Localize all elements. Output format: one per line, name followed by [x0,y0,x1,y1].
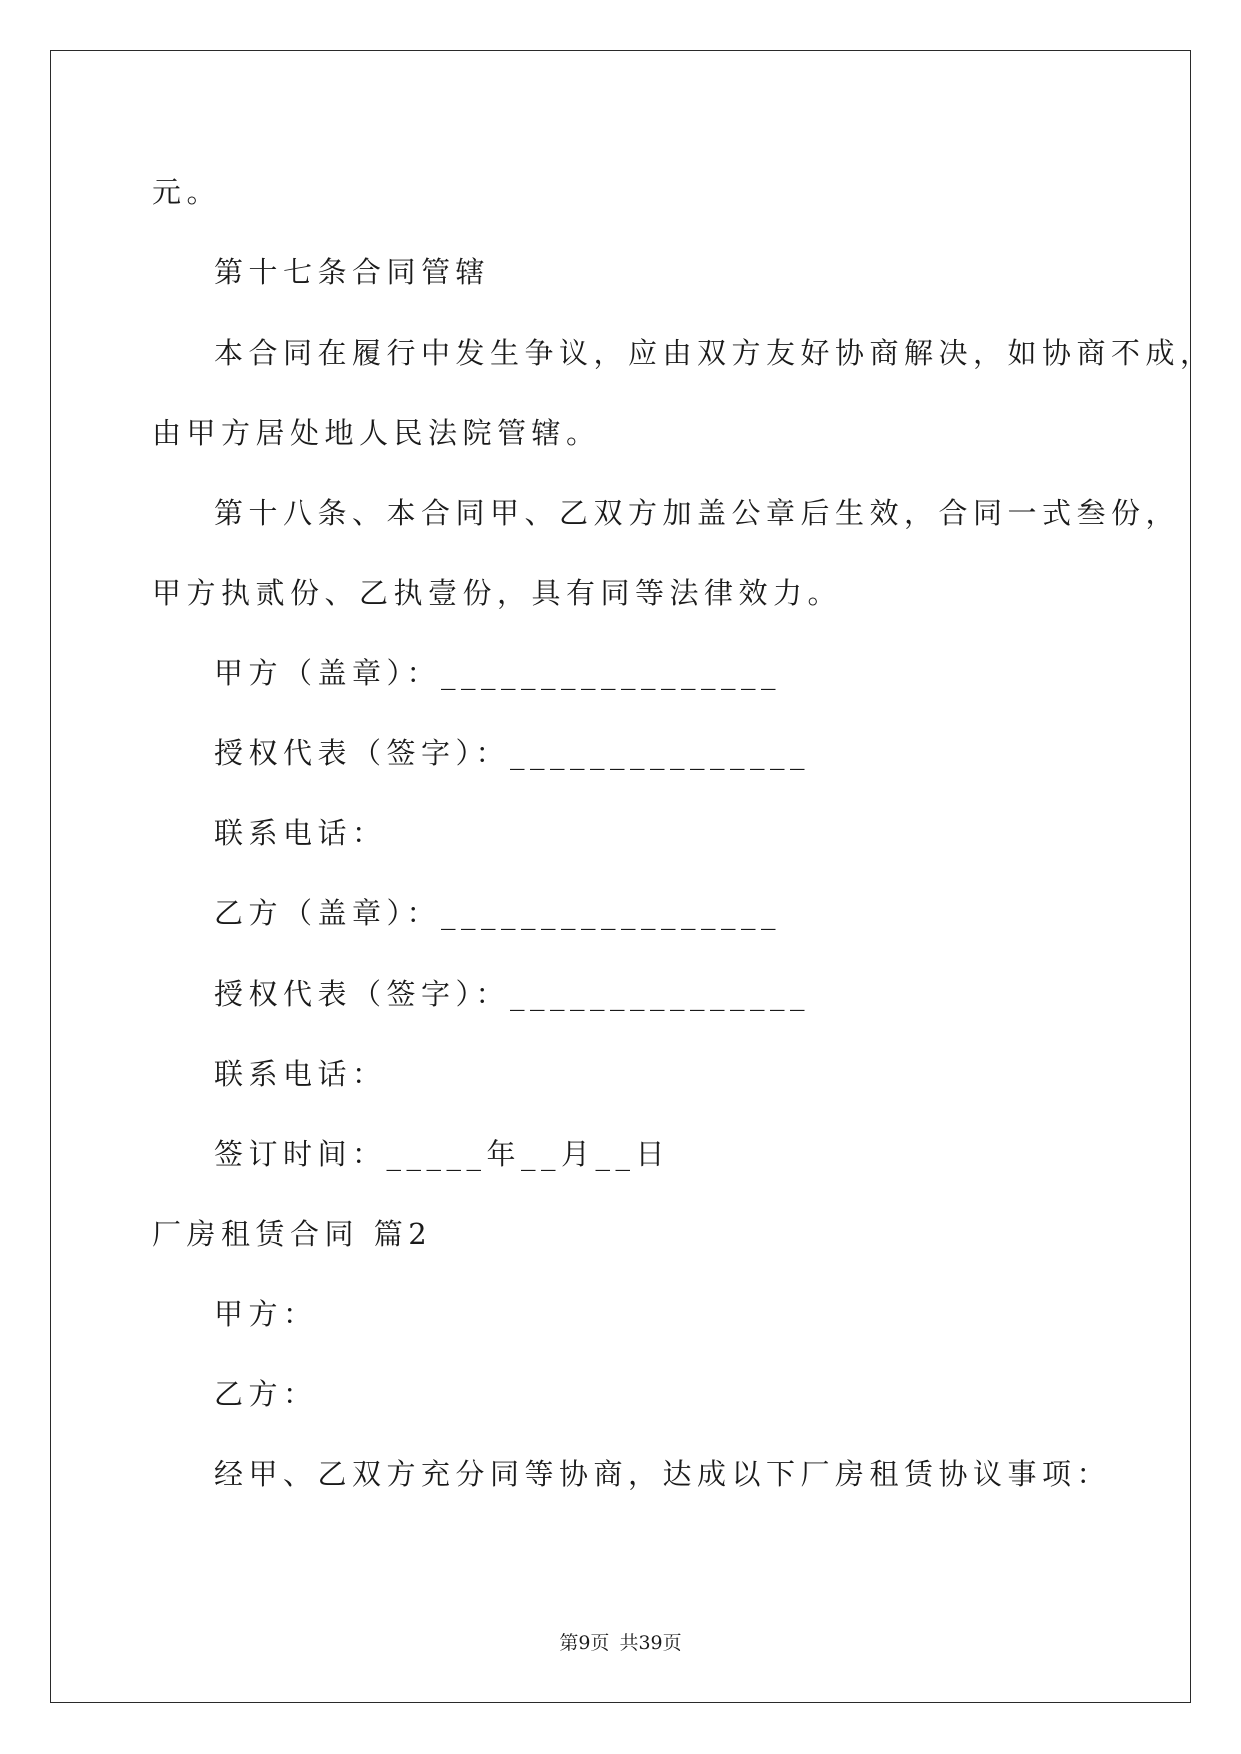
page-frame [50,50,1191,1703]
paragraph-line: 第十八条、本合同甲、乙双方加盖公章后生效，合同一式叁份， [214,496,1181,530]
paragraph-line: 本合同在履行中发生争议，应由双方友好协商解决，如协商不成， [214,336,1215,370]
paragraph-line: 元。 [152,175,222,209]
paragraph-line: 由甲方居处地人民法院管辖。 [152,416,601,450]
section-title: 厂房租赁合同 篇2 [152,1217,433,1251]
page-total: 共39页 [619,1632,682,1654]
party-a-phone-line: 联系电话： [214,816,387,850]
paragraph-line: 经甲、乙双方充分同等协商，达成以下厂房租赁协议事项： [214,1457,1112,1491]
party-b-seal-line: 乙方（盖章）：_________________ [214,896,782,930]
page-footer [0,1634,1241,1653]
party-a-line: 甲方： [214,1297,318,1331]
article-heading: 第十七条合同管辖 [214,255,491,289]
page-number: 第9页 [559,1632,610,1654]
party-b-line: 乙方： [214,1377,318,1411]
signing-date-line: 签订时间：_____年__月__日 [214,1137,671,1171]
party-a-rep-line: 授权代表（签字）：_______________ [214,736,811,770]
party-b-phone-line: 联系电话： [214,1057,387,1091]
paragraph-line: 甲方执贰份、乙执壹份，具有同等法律效力。 [152,576,843,610]
party-a-seal-line: 甲方（盖章）：_________________ [214,656,782,690]
party-b-rep-line: 授权代表（签字）：_______________ [214,977,811,1011]
